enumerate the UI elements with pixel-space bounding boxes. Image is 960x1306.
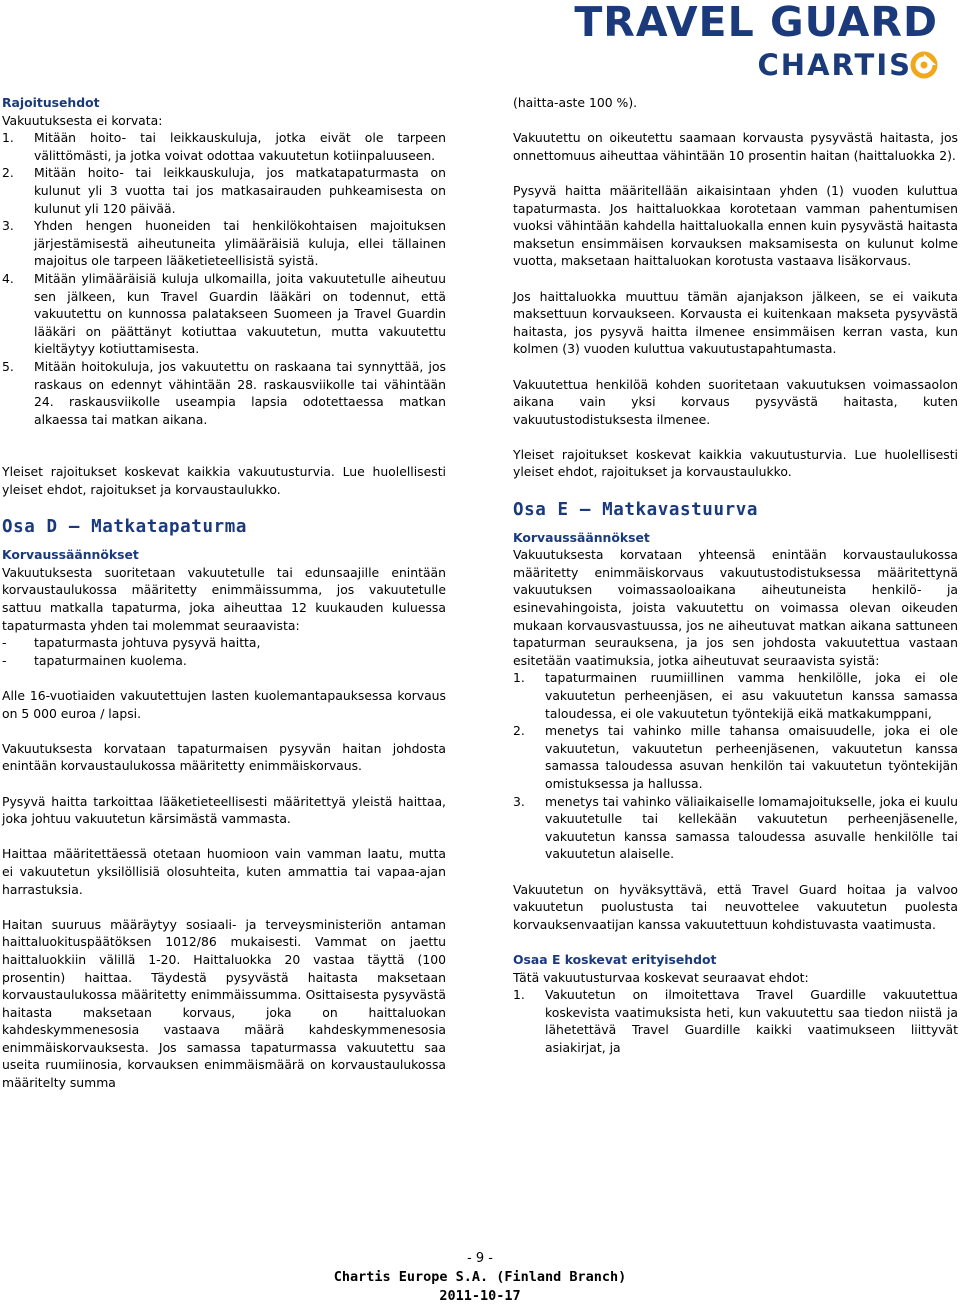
paragraph: Vakuutuksesta korvataan tapaturmaisen pysyvän haitan johdosta enintään korvaustaulukossa määritetty enimmäiskorvaus. [2, 740, 446, 774]
paragraph: (haitta-aste 100 %). [513, 95, 638, 110]
company-name: Chartis Europe S.A. (Finland Branch) [333, 1269, 627, 1285]
page-footer [0, 1250, 960, 1306]
list-item [513, 722, 958, 792]
paragraph: Alle 16-vuotiaiden vakuutettujen lasten kuolemantapauksessa korvaus on 5 000 euroa / lapsi. [2, 688, 446, 721]
item-number: 3. [2, 218, 14, 234]
item-text: tapaturmasta johtuva pysyvä haitta, [34, 635, 261, 651]
paragraph: Vakuutettu on oikeutettu saamaan korvausta pysyvästä haitasta, jos onnettomuus aiheuttaa vähintään 10 prosentin haitan (haittaluokka 2). [513, 130, 958, 163]
list-item [513, 986, 958, 1056]
restrictions-list [2, 129, 446, 428]
paragraph: Haittaa määritettäessä otetaan huomioon vain vamman laatu, mutta ei vakuutetun yksilöllisiä olosuhteita, kuten ammattia tai vapaa-ajan harrastuksia. [2, 846, 446, 897]
dash-bullet: - [2, 635, 7, 651]
not-covered-intro: Vakuutuksesta ei korvata: [2, 112, 163, 128]
logo-title: TRAVEL GUARD [574, 0, 938, 46]
item-number: 1. [513, 987, 525, 1003]
travel-guard-logo [498, 0, 938, 90]
list-item [513, 669, 958, 722]
page-number: - 9 - [467, 1251, 493, 1266]
list-item [2, 217, 446, 270]
item-text: tapaturmainen kuolema. [34, 652, 187, 668]
list-item [2, 270, 446, 358]
item-number: 2. [513, 723, 525, 739]
logo-subtitle: CHARTIS [757, 48, 912, 82]
item-text: menetys tai vahinko mille tahansa omaisuudelle, joka ei ole vakuutetun, vakuutetun perheenjäsenen, vakuutetun kanssa samassa taloudessa asuvan henkilön tai vakuutetun työntekijän omistuksessa ja hallussa. [545, 723, 958, 791]
item-text: menetys tai vahinko väliaikaiselle lomamajoitukselle, joka ei kuulu vakuutetulle tai kellekään vakuutetun perheenjäsenelle, vakuutetun kanssa samassa taloudessa asuvalle henkilölle tai vakuutetun alaiselle. [545, 793, 958, 862]
item-number: 4. [2, 270, 14, 286]
item-text: Vakuutetun on ilmoitettava Travel Guardille vakuutettua koskevista vaatimuksista heti, kun vakuutettu saa tiedon niistä ja lähetettävä Travel Guardille kaikki vaatimukseen liittyvät asiakirjat, ja [545, 987, 958, 1055]
item-text: Yhden hengen huoneiden tai henkilökohtaisen majoituksen järjestämisestä aiheutuneita ylimääräisiä kuluja, ellei tällainen majoitus ole tarpeen lääketieteellisistä syistä. [34, 218, 446, 269]
dash-bullet: - [2, 652, 7, 668]
paragraph: Haitan suuruus määräytyy sosiaali- ja terveysministeriön antaman haittaluokituspäätöksen 1012/86 mukaisesti. Vammat on jaettu haittaluokkiin välillä 1-20. Haittaluokka 20 vastaa täyttä (100 prosentin) haittaa. Täydestä pysyvästä haitasta maksetaan korvaustaulukossa määritetty enimmäissumma. Osittaisesta pysyvästä haitasta maksetaan korvaus, joka on haittaluokan kahdeskymmenesosia vastaava määrä kahdeskymmenesosia enimmäiskorvauksesta. Jos samassa tapaturmassa vakuutettu saa useita ruumiinosia, korvauksen enimmäismäärä on korvaustaulukossa määritelty summa [2, 916, 446, 1091]
paragraph: Vakuutuksesta korvataan yhteensä enintään korvaustaulukossa määritetty enimmäiskorvaus vakuutustodistuksessa määritettynä vakuutuksen voimassaoloaikana aiheutuneista henkilö- ja esinevahingoista, joista vakuutettu on voimassa olevan oikeuden mukaan korvausvastuussa, jos ne aiheutuvat matkan aikana sattuneen tapaturman seurauksena, ja jos sen johdosta vakuutettua vastaan esitetään vaatimuksia, jotka aiheutuvat seuraavista syistä: [513, 547, 958, 668]
general-note: Yleiset rajoitukset koskevat kaikkia vakuutusturvia. Lue huolellisesti yleiset ehdot, rajoitukset ja korvaustaulukko. [513, 446, 958, 480]
list-item [2, 164, 446, 217]
item-number: 5. [2, 358, 14, 374]
item-text: tapaturmainen ruumiillinen vamma henkilölle, joka ei ole vakuutetun perheenjäsen, ei asu vakuutetun kanssa samassa taloudessa, ei ole vakuutetun työntekijä eikä matkakumppani, [545, 670, 958, 721]
compensation-rules-title: Korvaussäännökset [513, 529, 650, 545]
restrictions-title: Rajoitusehdot [2, 95, 100, 110]
item-text: Mitään hoitokuluja, jos vakuutettu on raskaana tai synnyttää, jos raskaus on edennyt vähintään 28. raskausviikolle tai vähintään 24. raskausviikolle useampia lapsia odotettaessa matkan alkaessa tai matkan aikana. [34, 358, 446, 427]
list-item [2, 634, 446, 652]
special-terms-intro: Tätä vakuutusturvaa koskevat seuraavat ehdot: [513, 969, 809, 985]
compensation-rules-title: Korvaussäännökset [2, 547, 139, 563]
document-date: 2011-10-17 [439, 1288, 521, 1304]
paragraph: Vakuutuksesta suoritetaan vakuutetulle tai edunsaajille enintään korvaustaulukossa määritetty enimmäissumma, jos vakuutetulle sattuu matkalla tapaturma, joka aiheuttaa 12 kuukauden kuluessa tapaturmasta yhden tai molemmat seuraavista: [2, 564, 446, 633]
paragraph: Vakuutettua henkilöä kohden suoritetaan vakuutuksen voimassaolon aikana vain yksi korvaus pysyvästä haitasta, kuten vakuutustodistuksesta ilmenee. [513, 376, 958, 427]
chartis-swirl-icon [910, 48, 938, 82]
right-column [513, 94, 958, 1056]
list-item [2, 358, 446, 428]
general-note: Yleiset rajoitukset koskevat kaikkia vakuutusturvia. Lue huolellisesti yleiset ehdot, rajoitukset ja korvaustaulukko. [2, 464, 446, 498]
paragraph: Pysyvä haitta määritellään aikaisintaan yhden (1) vuoden kuluttua tapaturmasta. Jos haittaluokkaa korotetaan vamman pahentumisen vuoksi vähintään kahdella haittaluokalla ennen kuin pysyvästä haitasta maksetun ensimmäisen korvauksen maksamisesta on kulunut kolme vuotta, maksetaan haittaluokan korotusta vastaava lisäkorvaus. [513, 182, 958, 269]
item-text: Mitään ylimääräisiä kuluja ulkomailla, joita vakuutetulle aiheutuu sen jälkeen, kun Travel Guardin lääkäri on todennut, että vakuutettu on kunnossa palatakseen Suomeen ja Travel Guardin lääkäri on päättänyt kotiuttaa vakuutetun, mutta vakuutettu kieltäytyy kotiuttamisesta. [34, 270, 446, 357]
section-d-title: Osa D – Matkatapaturma [2, 517, 247, 538]
paragraph: Vakuutetun on hyväksyttävä, että Travel Guard hoitaa ja valvoo vakuutetun puolustusta tai neuvottelee vakuutetun puolesta korvauksenvaatijan kanssa vakuutettuun kohdistuvasta vaatimusta. [513, 881, 958, 932]
item-number: 2. [2, 165, 14, 181]
left-column [2, 94, 446, 1092]
list-item [513, 793, 958, 863]
paragraph: Jos haittaluokka muuttuu tämän ajanjakson jälkeen, se ei vaikuta maksettuun korvaukseen. Korvausta ei kuitenkaan makseta pysyvästä haitasta, jos pysyvä haitta ilmenee ensimmäisen kerran vasta, kun kolmen (3) vuoden kuluttua vakuutustapahtumasta. [513, 288, 958, 357]
list-item [2, 129, 446, 164]
list-item [2, 652, 446, 670]
section-e-title: Osa E – Matkavastuurva [513, 499, 758, 520]
item-text: Mitään hoito- tai leikkauskuluja, jotka eivät ole tarpeen välittömästi, ja jotka voivat odottaa vakuutetun kotiinpaluuseen. [34, 130, 446, 163]
paragraph: Pysyvä haitta tarkoittaa lääketieteellisesti määritettyä yleistä haittaa, joka johtuu vakuutetun kärsimästä vammasta. [2, 793, 446, 827]
special-terms-title: Osaa E koskevat erityisehdot [513, 951, 717, 967]
item-number: 1. [2, 130, 14, 146]
item-number: 3. [513, 793, 525, 809]
item-text: Mitään hoito- tai leikkauskuluja, jos matkatapaturmasta on kulunut yli 3 vuotta tai jos matkasairauden puhkeamisesta on kulunut yli 120 päivää. [34, 165, 446, 216]
item-number: 1. [513, 670, 525, 686]
